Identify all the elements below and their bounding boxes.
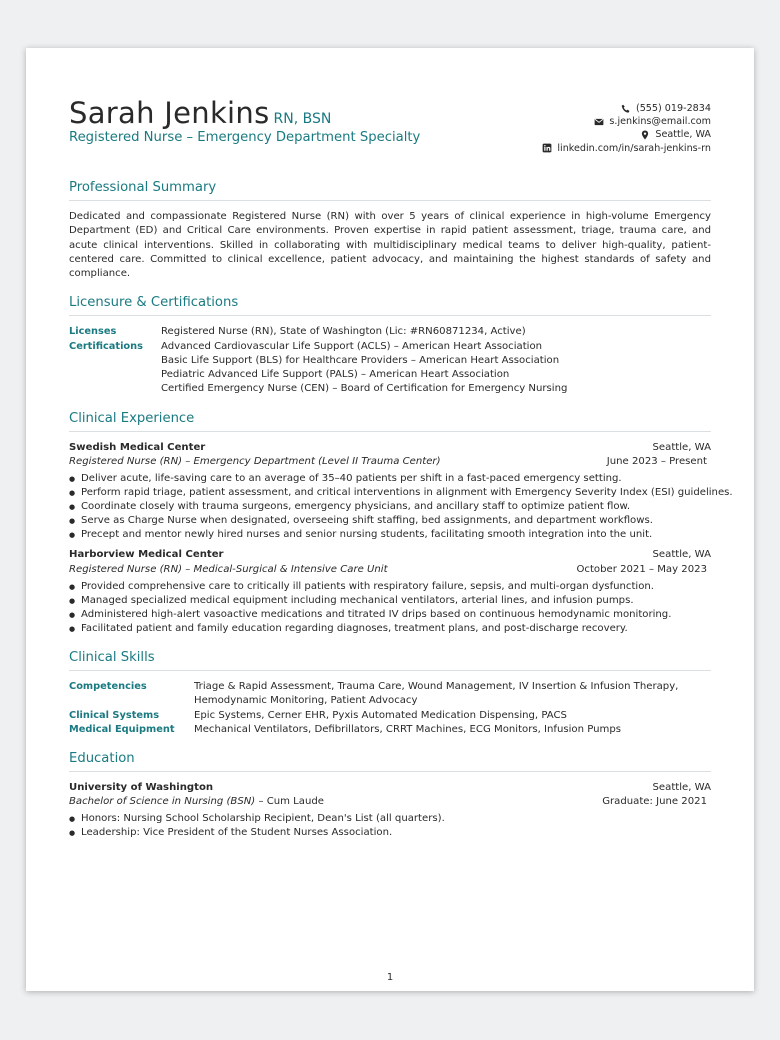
skills-label-equipment: Medical Equipment (69, 723, 175, 735)
skills-label-systems: Clinical Systems (69, 709, 160, 721)
list-item: ● Coordinate closely with trauma surgeons, emergency physicians, and ancillary staff to optimize patient flow. (69, 500, 711, 514)
list-item: ● Leadership: Vice President of the Student Nurses Association. (69, 826, 711, 840)
summary-heading: Professional Summary (69, 180, 711, 201)
education-heading: Education (69, 751, 711, 772)
job-dates: October 2021 – May 2023 (576, 563, 707, 575)
skills-value-systems: Epic Systems, Cerner EHR, Pyxis Automated Medication Dispensing, PACS (194, 709, 567, 721)
contact-phone[interactable] (542, 102, 711, 115)
list-item: ● Deliver acute, life-saving care to an average of 35–40 patients per shift in a fast-paced emergency setting. (69, 472, 711, 486)
certification-item: Pediatric Advanced Life Support (PALS) – American Heart Association (161, 369, 510, 381)
skills-label-competencies: Competencies (69, 681, 147, 693)
experience-heading: Clinical Experience (69, 411, 711, 432)
candidate-credentials: RN, BSN (273, 111, 332, 127)
linkedin-icon (542, 143, 552, 153)
education-bullets (69, 812, 711, 840)
list-item: ● Facilitated patient and family education regarding diagnoses, treatment plans, and post-discharge recovery. (69, 622, 711, 636)
degree-line (69, 795, 324, 809)
resume-content (69, 96, 733, 847)
job-role-row (69, 563, 711, 577)
resume-header (69, 96, 711, 166)
candidate-title: Registered Nurse – Emergency Department Specialty (69, 130, 421, 145)
phone-icon (621, 104, 631, 114)
list-item: ● Administered high-alert vasoactive medications and titrated IV drips based on continuous hemodynamic monitoring. (69, 608, 711, 622)
school-location: Seattle, WA (652, 781, 711, 793)
licensure-heading: Licensure & Certifications (69, 295, 711, 316)
license-value: Registered Nurse (RN), State of Washington (Lic: #RN60871234, Active) (161, 326, 526, 338)
certification-item: Certified Emergency Nurse (CEN) – Board of Certification for Emergency Nursing (161, 383, 568, 395)
skills-heading: Clinical Skills (69, 650, 711, 671)
job-dates: June 2023 – Present (606, 455, 707, 467)
contact-email-text: s.jenkins@email.com (609, 116, 711, 128)
job-role-row (69, 455, 711, 469)
certifications-label: Certifications (69, 340, 143, 352)
licenses-label: Licenses (69, 326, 117, 338)
name-line (69, 96, 331, 130)
job-location: Seattle, WA (652, 549, 711, 561)
school-name: University of Washington (69, 781, 214, 793)
list-item: ● Provided comprehensive care to critically ill patients with respiratory failure, sepsis, and multi-organ dysfunction. (69, 580, 711, 594)
certifications-list (161, 340, 711, 397)
contact-linkedin-text: linkedin.com/in/sarah-jenkins-rn (557, 142, 711, 154)
resume-page (26, 48, 754, 991)
contact-email[interactable] (542, 115, 711, 128)
summary-section (69, 180, 711, 281)
experience-section (69, 410, 733, 637)
certification-item: Advanced Cardiovascular Life Support (ACLS) – American Heart Association (161, 340, 543, 352)
skills-value-competencies (194, 680, 711, 708)
education-section (69, 751, 711, 841)
licensure-section (69, 295, 711, 396)
contact-block (542, 102, 711, 155)
skills-section (69, 650, 711, 737)
job-organization: Harborview Medical Center (69, 549, 224, 561)
contact-location-text: Seattle, WA (655, 129, 711, 141)
list-item: ● Perform rapid triage, patient assessment, and critical interventions in alignment with Emergency Severity Index (ESI) guidelines. (69, 486, 711, 500)
job-header-row (69, 548, 711, 562)
job-bullets (69, 580, 711, 636)
job-entry (69, 441, 733, 543)
education-header-row (69, 781, 711, 795)
skills-line: Triage & Rapid Assessment, Trauma Care, Wound Management, IV Insertion & Infusion Therapy, (194, 681, 679, 693)
job-role: Registered Nurse (RN) – Medical-Surgical & Intensive Care Unit (69, 563, 388, 575)
skills-grid (69, 680, 711, 737)
contact-linkedin[interactable] (542, 142, 711, 155)
list-item: ● Honors: Nursing School Scholarship Recipient, Dean's List (all quarters). (69, 812, 711, 826)
envelope-icon (594, 117, 604, 127)
skills-line: Hemodynamic Monitoring, Patient Advocacy (194, 695, 418, 707)
education-entry (69, 781, 711, 841)
job-organization: Swedish Medical Center (69, 441, 206, 453)
job-role: Registered Nurse (RN) – Emergency Department (Level II Trauma Center) (69, 455, 441, 467)
list-item: ● Serve as Charge Nurse when designated, overseeing shift staffing, bed assignments, and department workflows. (69, 514, 711, 528)
list-item: ● Managed specialized medical equipment including mechanical ventilators, arterial lines, and infusion pumps. (69, 594, 711, 608)
job-header-row (69, 441, 711, 455)
job-location: Seattle, WA (652, 441, 711, 453)
skills-value-equipment: Mechanical Ventilators, Defibrillators, CRRT Machines, ECG Monitors, Infusion Pumps (194, 723, 622, 735)
page-number: 1 (386, 972, 394, 983)
list-item: ● Precept and mentor newly hired nurses and senior nursing students, facilitating smooth integration into the unit. (69, 528, 711, 542)
job-bullets (69, 472, 733, 542)
contact-location (542, 128, 711, 141)
licensure-grid (69, 325, 711, 396)
job-entry (69, 548, 711, 636)
contact-phone-text: (555) 019-2834 (635, 103, 711, 114)
degree-honor: – Cum Laude (255, 796, 325, 808)
summary-text: Dedicated and compassionate Registered Nurse (RN) with over 5 years of clinical experience in high-volume Emergency Department (ED) and Critical Care environments. Proven expertise in rapid patient assessment, triage, trauma care, and acute clinical interventions. Skilled in collaborating with multidisciplinary medical teams to deliver high-quality, patient-centered care. Committed to clinical excellence, patient advocacy, and maintaining the highest standards of safety and compliance. (69, 211, 711, 280)
education-degree-row (69, 795, 711, 809)
certification-item: Basic Life Support (BLS) for Healthcare Providers – American Heart Association (161, 354, 560, 366)
degree: Bachelor of Science in Nursing (BSN) (69, 796, 256, 808)
candidate-name: Sarah Jenkins (69, 96, 270, 130)
graduation-date: Graduate: June 2021 (602, 796, 707, 808)
map-pin-icon (640, 130, 650, 140)
